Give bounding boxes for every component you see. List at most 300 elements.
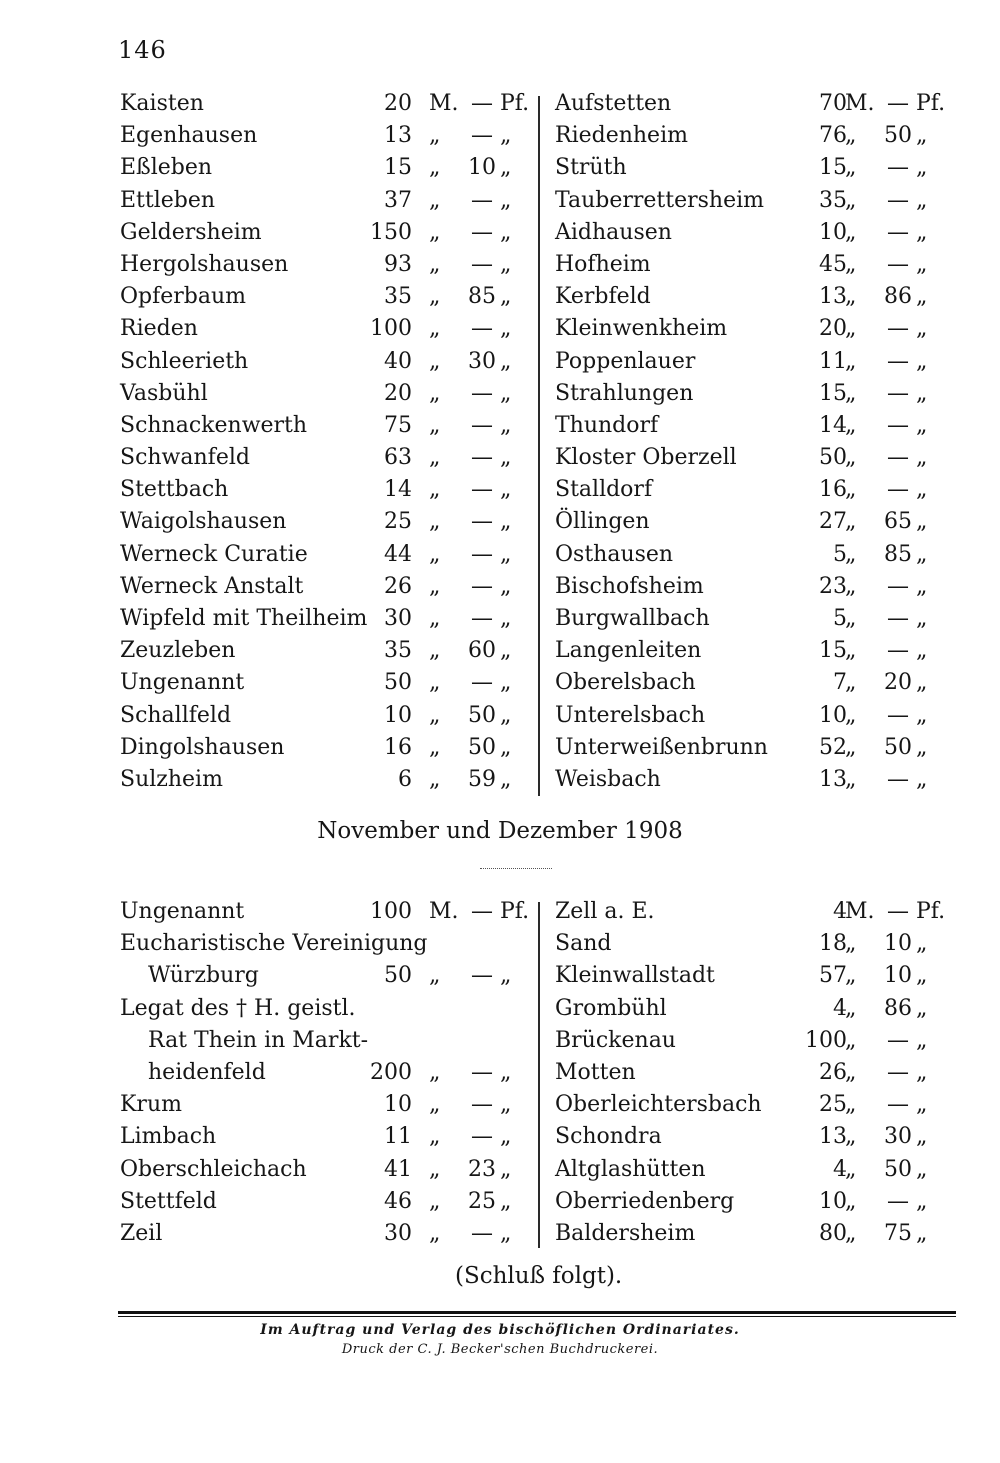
ditto-mark: „ (845, 348, 857, 374)
donor-name: Strahlungen (555, 380, 694, 406)
donor-name: Opferbaum (120, 284, 247, 310)
ditto-mark: „ (500, 477, 512, 503)
amount-pfennig: — (887, 219, 909, 245)
amount-pfennig: — (471, 1059, 493, 1085)
amount-mark: 100 (370, 316, 412, 342)
amount-mark: 15 (819, 155, 847, 181)
amount-pfennig: 65 (884, 509, 912, 535)
mark-unit: M. (429, 91, 459, 116)
donor-name: Legat des † H. geistl. (120, 995, 356, 1021)
list-item (555, 667, 955, 699)
donor-name: Sulzheim (120, 766, 223, 792)
amount-mark: 13 (819, 1124, 847, 1150)
donor-name: Stettbach (120, 477, 229, 503)
ditto-mark: „ (916, 509, 928, 535)
amount-mark: 50 (384, 670, 412, 696)
list-item (120, 378, 520, 410)
ditto-mark: „ (916, 123, 928, 149)
ditto-mark: „ (845, 380, 857, 406)
closing-note: (Schluß folgt). (455, 1263, 623, 1289)
ditto-mark: „ (500, 251, 512, 277)
amount-mark: 20 (819, 316, 847, 342)
amount-pfennig: 50 (884, 1156, 912, 1182)
amount-mark: 16 (819, 477, 847, 503)
amount-pfennig: 85 (468, 284, 496, 310)
amount-mark: 4 (833, 899, 847, 924)
page-number: 146 (118, 36, 167, 64)
footer-publisher: Im Auftrag und Verlag des bischöflichen Ordinariates. (260, 1322, 740, 1338)
amount-pfennig: — (471, 509, 493, 535)
amount-pfennig: 30 (468, 348, 496, 374)
list-item (120, 1154, 520, 1186)
ditto-mark: „ (429, 219, 441, 245)
ditto-mark: „ (500, 606, 512, 631)
mark-unit: M. (845, 91, 875, 116)
ditto-mark: „ (500, 1220, 512, 1246)
column-divider-1 (538, 96, 540, 796)
ditto-mark: „ (500, 219, 512, 245)
footer-rule-thick (118, 1311, 956, 1314)
list-item (555, 993, 955, 1025)
amount-mark: 52 (819, 734, 847, 760)
ditto-mark: „ (500, 1059, 512, 1085)
amount-pfennig: — (887, 348, 909, 374)
list-item (120, 539, 520, 571)
donor-name: Kleinwallstadt (555, 963, 715, 989)
amount-mark: 23 (819, 573, 847, 599)
list-item (555, 1089, 955, 1121)
pfennig-unit: Pf. (500, 899, 530, 924)
amount-pfennig: — (887, 766, 909, 792)
amount-mark: 10 (819, 1188, 847, 1214)
amount-mark: 26 (384, 573, 412, 599)
amount-pfennig: 10 (468, 155, 496, 181)
list-item (555, 635, 955, 667)
list-item (120, 152, 520, 184)
amount-mark: 44 (384, 541, 412, 567)
list-item (555, 700, 955, 732)
donor-name: Limbach (120, 1124, 217, 1150)
amount-mark: 5 (833, 606, 847, 631)
donor-name: Ungenannt (120, 670, 245, 696)
list-item (120, 120, 520, 152)
list-item (555, 1025, 955, 1057)
amount-mark: 41 (384, 1156, 412, 1182)
donor-name: Altglashütten (555, 1156, 706, 1182)
amount-mark: 6 (398, 766, 412, 792)
ditto-mark: „ (845, 1188, 857, 1214)
amount-pfennig: — (471, 670, 493, 696)
donor-name: Schnackenwerth (120, 412, 308, 438)
donor-name: Ettleben (120, 187, 216, 213)
amount-pfennig: — (471, 316, 493, 342)
donor-name: Kerbfeld (555, 284, 651, 310)
donor-name: Oberriedenberg (555, 1188, 735, 1214)
ditto-mark: „ (916, 251, 928, 277)
donor-name: Ungenannt (120, 899, 245, 924)
list-item (120, 474, 520, 506)
section-heading: November und Dezember 1908 (317, 818, 683, 844)
amount-pfennig: 10 (884, 931, 912, 957)
amount-pfennig: 30 (884, 1124, 912, 1150)
donor-name: Bischofsheim (555, 573, 704, 599)
ditto-mark: „ (916, 573, 928, 599)
ditto-mark: „ (500, 187, 512, 213)
list-item (120, 993, 520, 1025)
ornament-divider (480, 868, 552, 871)
list-item (555, 474, 955, 506)
amount-pfennig: — (887, 1059, 909, 1085)
list-item (120, 217, 520, 249)
amount-pfennig: 85 (884, 541, 912, 567)
amount-pfennig: 86 (884, 284, 912, 310)
ditto-mark: „ (916, 1027, 928, 1053)
donor-name: Strüth (555, 155, 627, 181)
donor-name: Eucharistische Vereinigung (120, 931, 428, 957)
donor-name: Werneck Anstalt (120, 573, 304, 599)
donor-name: Krum (120, 1092, 182, 1118)
ditto-mark: „ (916, 187, 928, 213)
ditto-mark: „ (429, 963, 441, 989)
amount-pfennig: — (471, 91, 493, 116)
amount-pfennig: 50 (468, 734, 496, 760)
list-item (555, 896, 955, 928)
ditto-mark: „ (845, 702, 857, 728)
list-item (555, 732, 955, 764)
donor-name: Kloster Oberzell (555, 445, 737, 471)
ditto-mark: „ (845, 251, 857, 277)
donor-name: Würzburg (148, 963, 259, 989)
amount-mark: 4 (833, 1156, 847, 1182)
ditto-mark: „ (916, 702, 928, 728)
ditto-mark: „ (429, 412, 441, 438)
ditto-mark: „ (916, 1188, 928, 1214)
ditto-mark: „ (500, 638, 512, 664)
ditto-mark: „ (500, 702, 512, 728)
list-item (120, 506, 520, 538)
amount-pfennig: — (471, 541, 493, 567)
donations-list-left-2 (120, 896, 530, 1250)
amount-pfennig: — (887, 702, 909, 728)
ditto-mark: „ (916, 219, 928, 245)
amount-pfennig: — (471, 1220, 493, 1246)
list-item (120, 410, 520, 442)
ditto-mark: „ (429, 670, 441, 696)
list-item (555, 960, 955, 992)
ditto-mark: „ (916, 734, 928, 760)
donor-name: Stettfeld (120, 1188, 217, 1214)
list-item (120, 732, 520, 764)
amount-pfennig: 50 (884, 123, 912, 149)
donor-name: Schondra (555, 1124, 662, 1150)
amount-mark: 150 (370, 219, 412, 245)
list-item (120, 1121, 520, 1153)
list-item (120, 442, 520, 474)
ditto-mark: „ (500, 123, 512, 149)
amount-mark: 75 (384, 412, 412, 438)
ditto-mark: „ (845, 931, 857, 957)
amount-mark: 11 (384, 1124, 412, 1150)
amount-mark: 35 (384, 638, 412, 664)
amount-pfennig: 50 (884, 734, 912, 760)
amount-mark: 25 (819, 1092, 847, 1118)
list-item (120, 896, 530, 928)
donor-name: Schallfeld (120, 702, 232, 728)
ditto-mark: „ (845, 509, 857, 535)
list-item (120, 1025, 520, 1057)
donor-name: Schleerieth (120, 348, 249, 374)
ditto-mark: „ (500, 509, 512, 535)
amount-pfennig: — (471, 380, 493, 406)
donor-name: Oberelsbach (555, 670, 696, 696)
ditto-mark: „ (845, 219, 857, 245)
list-item (120, 603, 520, 635)
ditto-mark: „ (845, 1220, 857, 1246)
ditto-mark: „ (845, 606, 857, 631)
donor-name: Waigolshausen (120, 509, 287, 535)
donor-name: Hofheim (555, 251, 651, 277)
amount-pfennig: — (887, 91, 909, 116)
donor-name: Stalldorf (555, 477, 653, 503)
amount-mark: 20 (384, 91, 412, 116)
donor-name: Brückenau (555, 1027, 676, 1053)
ditto-mark: „ (500, 573, 512, 599)
amount-pfennig: 60 (468, 638, 496, 664)
ditto-mark: „ (916, 1124, 928, 1150)
amount-pfennig: — (471, 445, 493, 471)
list-item (120, 764, 520, 796)
amount-pfennig: 25 (468, 1188, 496, 1214)
ditto-mark: „ (500, 963, 512, 989)
amount-pfennig: — (471, 899, 493, 924)
list-item (555, 539, 955, 571)
donor-name: Zeil (120, 1220, 163, 1246)
ditto-mark: „ (429, 638, 441, 664)
amount-mark: 10 (819, 702, 847, 728)
ditto-mark: „ (500, 412, 512, 438)
list-item (555, 1218, 955, 1250)
ditto-mark: „ (429, 606, 441, 631)
ditto-mark: „ (916, 1220, 928, 1246)
donor-name: Öllingen (555, 509, 650, 535)
donor-name: Geldersheim (120, 219, 262, 245)
ditto-mark: „ (429, 251, 441, 277)
ditto-mark: „ (916, 963, 928, 989)
ditto-mark: „ (916, 445, 928, 471)
donor-name: Zell a. E. (555, 899, 655, 924)
amount-mark: 11 (819, 348, 847, 374)
pfennig-unit: Pf. (500, 91, 530, 116)
donor-name: Riedenheim (555, 123, 688, 149)
ditto-mark: „ (916, 1092, 928, 1118)
donor-name: Rat Thein in Markt- (148, 1027, 369, 1053)
ditto-mark: „ (429, 123, 441, 149)
amount-pfennig: — (471, 412, 493, 438)
ditto-mark: „ (429, 316, 441, 342)
donor-name: Motten (555, 1059, 636, 1085)
amount-pfennig: — (471, 573, 493, 599)
list-item (120, 635, 520, 667)
amount-mark: 35 (819, 187, 847, 213)
donor-name: Tauberrettersheim (555, 187, 764, 213)
donor-name: Vasbühl (120, 380, 208, 406)
amount-mark: 80 (819, 1220, 847, 1246)
amount-mark: 14 (384, 477, 412, 503)
ditto-mark: „ (845, 573, 857, 599)
list-item (120, 313, 520, 345)
list-item (555, 346, 955, 378)
amount-pfennig: 20 (884, 670, 912, 696)
ditto-mark: „ (845, 1027, 857, 1053)
ditto-mark: „ (916, 284, 928, 310)
ditto-mark: „ (429, 1156, 441, 1182)
ditto-mark: „ (429, 284, 441, 310)
amount-pfennig: — (887, 1092, 909, 1118)
amount-mark: 15 (819, 638, 847, 664)
list-item (555, 281, 955, 313)
donor-name: Rieden (120, 316, 198, 342)
amount-mark: 100 (370, 899, 412, 924)
amount-pfennig: — (887, 251, 909, 277)
ditto-mark: „ (916, 412, 928, 438)
list-item (555, 442, 955, 474)
amount-pfennig: — (471, 477, 493, 503)
donor-name: Oberschleichach (120, 1156, 307, 1182)
donations-list-right-2 (555, 896, 955, 1250)
donor-name: heidenfeld (148, 1059, 266, 1085)
amount-mark: 40 (384, 348, 412, 374)
list-item (120, 700, 520, 732)
donor-name: Osthausen (555, 541, 674, 567)
mark-unit: M. (429, 899, 459, 924)
donor-name: Sand (555, 931, 612, 957)
amount-mark: 25 (384, 509, 412, 535)
donor-name: Baldersheim (555, 1220, 696, 1246)
ditto-mark: „ (429, 1220, 441, 1246)
list-item (120, 346, 520, 378)
ditto-mark: „ (429, 155, 441, 181)
amount-pfennig: — (471, 219, 493, 245)
ditto-mark: „ (845, 766, 857, 792)
list-item (120, 281, 520, 313)
ditto-mark: „ (916, 155, 928, 181)
ditto-mark: „ (845, 541, 857, 567)
list-item (555, 120, 955, 152)
list-item (555, 88, 955, 120)
ditto-mark: „ (916, 316, 928, 342)
amount-mark: 10 (384, 1092, 412, 1118)
amount-mark: 57 (819, 963, 847, 989)
list-item (555, 1186, 955, 1218)
amount-mark: 26 (819, 1059, 847, 1085)
ditto-mark: „ (845, 1092, 857, 1118)
amount-mark: 18 (819, 931, 847, 957)
amount-pfennig: — (471, 1124, 493, 1150)
pfennig-unit: Pf. (916, 899, 946, 924)
ditto-mark: „ (500, 348, 512, 374)
donor-name: Werneck Curatie (120, 541, 308, 567)
ditto-mark: „ (500, 155, 512, 181)
amount-mark: 4 (833, 995, 847, 1021)
amount-pfennig: — (887, 316, 909, 342)
ditto-mark: „ (916, 380, 928, 406)
amount-mark: 30 (384, 1220, 412, 1246)
amount-pfennig: — (887, 573, 909, 599)
ditto-mark: „ (845, 155, 857, 181)
amount-mark: 10 (819, 219, 847, 245)
list-item (120, 1057, 520, 1089)
amount-mark: 10 (384, 702, 412, 728)
amount-pfennig: — (887, 380, 909, 406)
amount-mark: 16 (384, 734, 412, 760)
ditto-mark: „ (500, 284, 512, 310)
list-item (555, 1121, 955, 1153)
list-item (120, 667, 520, 699)
ditto-mark: „ (916, 348, 928, 374)
ditto-mark: „ (500, 541, 512, 567)
list-item (555, 249, 955, 281)
list-item (120, 960, 520, 992)
amount-mark: 13 (819, 766, 847, 792)
amount-mark: 63 (384, 445, 412, 471)
amount-pfennig: — (887, 187, 909, 213)
list-item (555, 378, 955, 410)
donations-list-left-1 (120, 88, 530, 796)
ditto-mark: „ (429, 541, 441, 567)
amount-mark: 76 (819, 123, 847, 149)
amount-mark: 37 (384, 187, 412, 213)
amount-pfennig: — (471, 963, 493, 989)
list-item (555, 506, 955, 538)
ditto-mark: „ (429, 766, 441, 792)
amount-mark: 14 (819, 412, 847, 438)
donor-name: Dingolshausen (120, 734, 285, 760)
donor-name: Hergolshausen (120, 251, 289, 277)
list-item (120, 185, 520, 217)
ditto-mark: „ (916, 995, 928, 1021)
ditto-mark: „ (916, 670, 928, 696)
pfennig-unit: Pf. (916, 91, 946, 116)
ditto-mark: „ (429, 1188, 441, 1214)
ditto-mark: „ (916, 766, 928, 792)
amount-mark: 13 (819, 284, 847, 310)
amount-mark: 93 (384, 251, 412, 277)
donor-name: Oberleichtersbach (555, 1092, 762, 1118)
amount-pfennig: — (471, 251, 493, 277)
ditto-mark: „ (500, 734, 512, 760)
amount-mark: 7 (833, 670, 847, 696)
amount-mark: 50 (819, 445, 847, 471)
ditto-mark: „ (429, 187, 441, 213)
ditto-mark: „ (500, 316, 512, 342)
ditto-mark: „ (845, 1059, 857, 1085)
ditto-mark: „ (429, 702, 441, 728)
donor-name: Unterelsbach (555, 702, 706, 728)
ditto-mark: „ (916, 541, 928, 567)
list-item (555, 764, 955, 796)
amount-pfennig: 75 (884, 1220, 912, 1246)
amount-mark: 50 (384, 963, 412, 989)
ditto-mark: „ (500, 1124, 512, 1150)
amount-pfennig: — (887, 1188, 909, 1214)
donor-name: Egenhausen (120, 123, 258, 149)
donor-name: Langenleiten (555, 638, 702, 664)
amount-mark: 15 (819, 380, 847, 406)
amount-pfennig: 23 (468, 1156, 496, 1182)
ditto-mark: „ (845, 638, 857, 664)
ditto-mark: „ (845, 1124, 857, 1150)
ditto-mark: „ (845, 670, 857, 696)
